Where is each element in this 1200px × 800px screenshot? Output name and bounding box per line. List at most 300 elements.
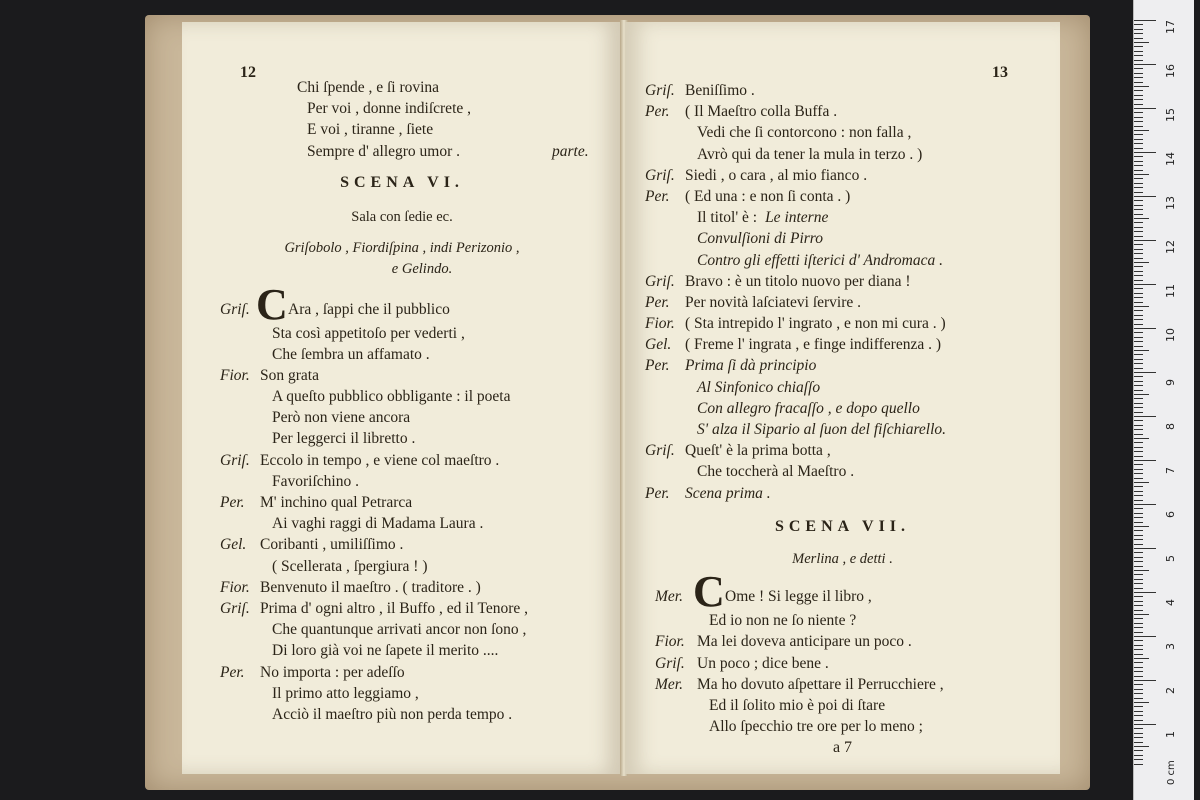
left-page xyxy=(182,22,622,774)
ruler-tick xyxy=(1134,328,1156,329)
dialogue-text xyxy=(685,271,911,292)
ruler-tick xyxy=(1134,570,1149,571)
dialogue-line xyxy=(182,450,622,471)
ruler-number: 2 xyxy=(1164,687,1177,694)
dialogue-text xyxy=(272,704,512,725)
ruler-number: 15 xyxy=(1164,108,1177,122)
ruler-tick xyxy=(1134,196,1156,197)
dialogue-text xyxy=(697,377,820,398)
dialogue-line xyxy=(182,577,622,598)
ruler-tick xyxy=(1134,117,1143,118)
ruler-tick xyxy=(1134,315,1143,316)
ruler-tick xyxy=(1134,733,1143,734)
speaker-abbrev: Griſ. xyxy=(645,166,675,184)
speaker-abbrev: Griſ. xyxy=(655,654,685,672)
verse-line: Sempre d' allegro umor . xyxy=(307,142,461,160)
ruler-tick xyxy=(1134,522,1143,523)
ruler-tick xyxy=(1134,341,1143,342)
dialogue-line xyxy=(182,619,622,640)
dialogue-line xyxy=(625,165,1060,186)
dialogue-text xyxy=(272,513,483,534)
dialogue-line xyxy=(625,228,1060,249)
dialogue-line xyxy=(625,398,1060,419)
dialogue-line xyxy=(182,662,622,683)
left-page-content xyxy=(182,77,622,725)
ruler-tick xyxy=(1134,583,1143,584)
dialogue-text xyxy=(685,80,755,101)
drop-cap: C xyxy=(693,567,725,617)
dialogue-line xyxy=(625,271,1060,292)
speaker-abbrev: Fior. xyxy=(220,578,250,596)
dialogue-text xyxy=(709,695,885,716)
ruler-tick xyxy=(1134,253,1143,254)
dialogue-text xyxy=(697,461,854,482)
dialogue-line xyxy=(625,674,1060,695)
ruler-tick xyxy=(1134,394,1149,395)
speaker-abbrev: Per. xyxy=(645,103,670,121)
dialogue-roman: Il titol' è : xyxy=(697,209,758,227)
ruler-tick xyxy=(1134,526,1149,527)
dialogue-roman: Allo ſpecchio tre ore per lo meno ; xyxy=(709,718,923,736)
speaker-abbrev: Mer. xyxy=(655,675,683,693)
dialogue-line xyxy=(182,534,622,555)
dialogue-line xyxy=(625,186,1060,207)
ruler-tick xyxy=(1134,579,1143,580)
ruler-tick xyxy=(1134,227,1143,228)
ruler-tick xyxy=(1134,460,1156,461)
ruler-tick xyxy=(1134,425,1143,426)
ruler-tick xyxy=(1134,403,1143,404)
dialogue-roman: Favoriſchino . xyxy=(272,472,359,490)
dialogue-roman: Di loro già voi ne ſapete il merito .... xyxy=(272,642,499,660)
ruler-number: 8 xyxy=(1164,423,1177,430)
dialogue-text xyxy=(272,471,359,492)
dialogue-italic: Le interne xyxy=(765,209,829,227)
dialogue-line xyxy=(625,122,1060,143)
dialogue-line xyxy=(625,483,1060,504)
ruler-tick xyxy=(1134,130,1149,131)
ruler-number: 11 xyxy=(1164,284,1177,298)
dialogue-line xyxy=(625,292,1060,313)
ruler-tick xyxy=(1134,350,1149,351)
ruler-number: 4 xyxy=(1164,599,1177,606)
ruler-tick xyxy=(1134,156,1143,157)
ruler-tick xyxy=(1134,324,1143,325)
character-list: Merlina , e detti . xyxy=(792,550,893,567)
ruler-tick xyxy=(1134,486,1143,487)
dialogue-line xyxy=(182,407,622,428)
ruler-tick xyxy=(1134,310,1143,311)
ruler-tick xyxy=(1134,236,1143,237)
right-dialogue-top xyxy=(625,80,1060,504)
dialogue-line xyxy=(625,631,1060,652)
ruler-tick xyxy=(1134,557,1143,558)
ruler-tick xyxy=(1134,456,1143,457)
dialogue-roman: Ai vaghi raggi di Madama Laura . xyxy=(272,515,484,533)
ruler-tick xyxy=(1134,746,1149,747)
dialogue-line xyxy=(625,695,1060,716)
ruler-tick xyxy=(1134,284,1156,285)
dialogue-line xyxy=(625,716,1060,737)
dialogue-text xyxy=(272,386,511,407)
ruler-unit: 0 cm xyxy=(1166,760,1177,785)
dialogue-line xyxy=(182,513,622,534)
ruler-tick xyxy=(1134,601,1143,602)
ruler-tick xyxy=(1134,82,1143,83)
ruler-tick xyxy=(1134,464,1143,465)
ruler-tick xyxy=(1134,297,1143,298)
dialogue-line xyxy=(625,80,1060,101)
dialogue-text xyxy=(685,355,816,376)
ruler-number: 12 xyxy=(1164,240,1177,254)
dialogue-roman: Per novità laſciatevi ſervire . xyxy=(685,293,862,311)
dialogue-roman: ( Sta intrepido l' ingrato , e non mi cura . ) xyxy=(685,315,946,333)
dialogue-roman: No importa : per adeſſo xyxy=(260,663,405,681)
ruler-number: 10 xyxy=(1164,328,1177,342)
dialogue-roman: Acciò il maeſtro più non perda tempo . xyxy=(272,705,513,723)
dialogue-roman: Son grata xyxy=(260,366,319,384)
ruler-tick xyxy=(1134,530,1143,531)
dialogue-roman: Che toccherà al Maeſtro . xyxy=(697,463,855,481)
dialogue-roman: Vedi che ſi contorcono : non falla , xyxy=(697,124,912,142)
ruler-tick xyxy=(1134,104,1143,105)
ruler-tick xyxy=(1134,73,1143,74)
ruler-tick xyxy=(1134,108,1156,109)
dialogue-line xyxy=(182,386,622,407)
ruler-tick xyxy=(1134,715,1143,716)
ruler-tick xyxy=(1134,689,1143,690)
dialogue-text xyxy=(260,577,481,598)
dialogue-italic: Al Sinfonico chiaſſo xyxy=(697,378,821,396)
dialogue-text xyxy=(288,299,450,320)
dialogue-line xyxy=(625,250,1060,271)
dialogue-roman: Ara , ſappi che il pubblico xyxy=(288,300,450,318)
dialogue-line xyxy=(625,461,1060,482)
dialogue-line xyxy=(625,377,1060,398)
ruler-tick xyxy=(1134,68,1143,69)
dialogue-roman: A queſto pubblico obbligante : il poeta xyxy=(272,388,511,406)
ruler-tick xyxy=(1134,720,1143,721)
ruler-tick xyxy=(1134,306,1149,307)
dialogue-line xyxy=(625,207,1060,228)
right-dialogue-bottom xyxy=(625,567,1060,737)
ruler-tick xyxy=(1134,398,1143,399)
dialogue-text xyxy=(272,640,498,661)
dialogue-line xyxy=(625,567,1060,617)
ruler-tick xyxy=(1134,667,1143,668)
ruler-tick xyxy=(1134,205,1143,206)
ruler-tick xyxy=(1134,420,1143,421)
ruler-tick xyxy=(1134,64,1156,65)
ruler-tick xyxy=(1134,192,1143,193)
ruler-tick xyxy=(1134,640,1143,641)
dialogue-text xyxy=(260,450,499,471)
ruler-tick xyxy=(1134,262,1149,263)
ruler-tick xyxy=(1134,112,1143,113)
ruler-tick xyxy=(1134,698,1143,699)
ruler-tick xyxy=(1134,231,1143,232)
character-list: e Gelindo. xyxy=(391,261,453,278)
ruler-tick xyxy=(1134,293,1143,294)
dialogue-roman: Però non viene ancora xyxy=(272,409,411,427)
dialogue-text xyxy=(697,653,829,674)
ruler-tick xyxy=(1134,654,1143,655)
ruler-tick xyxy=(1134,139,1143,140)
ruler-tick xyxy=(1134,240,1156,241)
ruler-number: 7 xyxy=(1164,467,1177,474)
ruler-tick xyxy=(1134,469,1143,470)
dialogue-roman: Beniſſimo . xyxy=(685,82,755,99)
ruler-tick xyxy=(1134,266,1143,267)
dialogue-text xyxy=(697,398,920,419)
ruler-tick xyxy=(1134,214,1143,215)
dialogue-text xyxy=(260,365,319,386)
ruler-tick xyxy=(1134,376,1143,377)
ruler-tick xyxy=(1134,755,1143,756)
ruler-tick xyxy=(1134,381,1143,382)
ruler-tick xyxy=(1134,385,1143,386)
dialogue-line xyxy=(182,640,622,661)
ruler-tick xyxy=(1134,610,1143,611)
dialogue-line xyxy=(625,610,1060,631)
ruler-tick xyxy=(1134,618,1143,619)
dialogue-italic: Scena prima . xyxy=(685,484,771,502)
ruler-tick xyxy=(1134,187,1143,188)
dialogue-roman: Che quantunque arrivati ancor non ſono , xyxy=(272,621,527,639)
ruler-tick xyxy=(1134,702,1149,703)
dialogue-line xyxy=(625,144,1060,165)
dialogue-roman: Che ſembra un affamato . xyxy=(272,345,430,363)
measuring-ruler xyxy=(1133,0,1194,800)
speaker-abbrev: Fior. xyxy=(645,315,675,333)
ruler-tick xyxy=(1134,222,1143,223)
speaker-abbrev: Per. xyxy=(645,187,670,205)
speaker-abbrev: Gel. xyxy=(645,336,672,354)
dialogue-roman: Bravo : è un titolo nuovo per diana ! xyxy=(685,272,911,290)
ruler-number: 6 xyxy=(1164,511,1177,518)
dialogue-line xyxy=(182,428,622,449)
dialogue-text xyxy=(685,483,771,504)
ruler-tick xyxy=(1134,258,1143,259)
ruler-tick xyxy=(1134,302,1143,303)
dialogue-line xyxy=(182,598,622,619)
dialogue-text xyxy=(685,334,941,355)
ruler-tick xyxy=(1134,86,1149,87)
ruler-tick xyxy=(1134,447,1143,448)
ruler-tick xyxy=(1134,200,1143,201)
ruler-tick xyxy=(1134,126,1143,127)
dialogue-text xyxy=(697,674,944,695)
ruler-tick xyxy=(1134,513,1143,514)
dialogue-text xyxy=(697,631,912,652)
ruler-tick xyxy=(1134,658,1149,659)
ruler-tick xyxy=(1134,244,1143,245)
speaker-abbrev: Per. xyxy=(220,494,245,511)
ruler-tick xyxy=(1134,680,1156,681)
dialogue-line xyxy=(625,313,1060,334)
dialogue-line xyxy=(182,323,622,344)
drop-cap: C xyxy=(256,279,288,329)
ruler-tick xyxy=(1134,390,1143,391)
dialogue-text xyxy=(272,323,465,344)
ruler-tick xyxy=(1134,412,1143,413)
ruler-tick xyxy=(1134,742,1143,743)
dialogue-text xyxy=(685,101,837,122)
ruler-tick xyxy=(1134,29,1143,30)
ruler-tick xyxy=(1134,359,1143,360)
right-page xyxy=(625,22,1060,774)
ruler-tick xyxy=(1134,42,1149,43)
dialogue-text xyxy=(685,440,831,461)
ruler-tick xyxy=(1134,288,1143,289)
dialogue-text xyxy=(709,716,923,737)
ruler-tick xyxy=(1134,706,1143,707)
ruler-tick xyxy=(1134,209,1143,210)
ruler-tick xyxy=(1134,429,1143,430)
ruler-tick xyxy=(1134,671,1143,672)
ruler-tick xyxy=(1134,24,1143,25)
ruler-tick xyxy=(1134,636,1156,637)
ruler-tick xyxy=(1134,451,1143,452)
dialogue-text xyxy=(697,122,911,143)
speaker-abbrev: Griſ. xyxy=(645,442,675,460)
speaker-abbrev: Per. xyxy=(645,293,670,311)
ruler-tick xyxy=(1134,605,1143,606)
ruler-number: 17 xyxy=(1164,20,1177,34)
dialogue-line xyxy=(182,344,622,365)
dialogue-text xyxy=(260,534,403,555)
dialogue-text xyxy=(697,144,922,165)
ruler-tick xyxy=(1134,724,1156,725)
ruler-tick xyxy=(1134,121,1143,122)
ruler-tick xyxy=(1134,38,1143,39)
ruler-tick xyxy=(1134,588,1143,589)
dialogue-line xyxy=(625,440,1060,461)
dialogue-roman: Siedi , o cara , al mio fianco . xyxy=(685,166,868,184)
dialogue-italic: S' alza il Sipario al ſuon del fiſchiarello. xyxy=(697,421,947,438)
ruler-tick xyxy=(1134,319,1143,320)
verse-line: Per voi , donne indiſcrete , xyxy=(307,100,471,118)
ruler-tick xyxy=(1134,442,1143,443)
ruler-tick xyxy=(1134,368,1143,369)
dialogue-roman: Per leggerci il libretto . xyxy=(272,430,416,448)
ruler-tick xyxy=(1134,684,1143,685)
dialogue-roman: Ed io non ne ſo niente ? xyxy=(709,612,857,630)
ruler-tick xyxy=(1134,55,1143,56)
ruler-tick xyxy=(1134,500,1143,501)
ruler-tick xyxy=(1134,517,1143,518)
ruler-tick xyxy=(1134,438,1149,439)
dialogue-roman: Ma lei doveva anticipare un poco . xyxy=(697,633,912,651)
dialogue-line xyxy=(182,365,622,386)
dialogue-text xyxy=(685,186,850,207)
ruler-tick xyxy=(1134,152,1156,153)
dialogue-roman: Coribanti , umiliſſimo . xyxy=(260,536,404,554)
character-list: Griſobolo , Fiordiſpina , indi Perizonio , xyxy=(284,240,520,257)
ruler-tick xyxy=(1134,20,1156,21)
page-number: 13 xyxy=(992,64,1008,81)
scene-setting: Sala con ſedie ec. xyxy=(351,208,453,225)
ruler-tick xyxy=(1134,134,1143,135)
dialogue-text xyxy=(725,586,872,607)
ruler-tick xyxy=(1134,491,1143,492)
dialogue-roman: Avrò qui da tener la mula in terzo . ) xyxy=(697,145,923,163)
ruler-number: 16 xyxy=(1164,64,1177,78)
ruler-tick xyxy=(1134,535,1143,536)
ruler-tick xyxy=(1134,566,1143,567)
ruler-tick xyxy=(1134,33,1143,34)
dialogue-text xyxy=(709,610,856,631)
dialogue-line xyxy=(182,471,622,492)
ruler-tick xyxy=(1134,750,1143,751)
dialogue-text xyxy=(685,313,946,334)
ruler-tick xyxy=(1134,183,1143,184)
ruler-tick xyxy=(1134,165,1143,166)
dialogue-line xyxy=(182,704,622,725)
ruler-tick xyxy=(1134,46,1143,47)
ruler-tick xyxy=(1134,645,1143,646)
ruler-tick xyxy=(1134,143,1143,144)
ruler-tick xyxy=(1134,711,1143,712)
ruler-tick xyxy=(1134,548,1156,549)
ruler-tick xyxy=(1134,337,1143,338)
ruler-tick xyxy=(1134,495,1143,496)
ruler-tick xyxy=(1134,504,1156,505)
ruler-tick xyxy=(1134,623,1143,624)
ruler-tick xyxy=(1134,407,1143,408)
ruler-tick xyxy=(1134,539,1143,540)
ruler-tick xyxy=(1134,148,1143,149)
dialogue-roman: M' inchino qual Petrarca xyxy=(260,494,413,511)
dialogue-italic: Prima ſi dà principio xyxy=(685,357,817,375)
ruler-tick xyxy=(1134,614,1149,615)
ruler-tick xyxy=(1134,77,1143,78)
ruler-number: 3 xyxy=(1164,643,1177,650)
dialogue-line xyxy=(625,355,1060,376)
dialogue-roman: ( Il Maeſtro colla Buffa . xyxy=(685,103,838,121)
dialogue-text xyxy=(272,683,419,704)
ruler-tick xyxy=(1134,174,1149,175)
ruler-tick xyxy=(1134,737,1143,738)
ruler-number: 14 xyxy=(1164,152,1177,166)
ruler-number: 13 xyxy=(1164,196,1177,210)
ruler-tick xyxy=(1134,676,1143,677)
ruler-tick xyxy=(1134,649,1143,650)
dialogue-italic: Con allegro fracaſſo , e dopo quello xyxy=(697,399,920,417)
dialogue-roman: Sta così appetitoſo per vederti , xyxy=(272,324,465,342)
scene-title: SCENA VII. xyxy=(774,517,911,535)
ruler-tick xyxy=(1134,728,1143,729)
ruler-tick xyxy=(1134,161,1143,162)
page-number: 12 xyxy=(240,64,256,81)
ruler-tick xyxy=(1134,693,1143,694)
speaker-abbrev: Griſ. xyxy=(220,599,250,617)
dialogue-text xyxy=(272,407,410,428)
ruler-tick xyxy=(1134,51,1143,52)
dialogue-roman: Un poco ; dice bene . xyxy=(697,654,829,672)
speaker-abbrev: Griſ. xyxy=(645,272,675,290)
ruler-tick xyxy=(1134,662,1143,663)
dialogue-text xyxy=(260,662,405,683)
ruler-tick xyxy=(1134,372,1156,373)
dialogue-text xyxy=(685,165,867,186)
dialogue-text xyxy=(272,619,526,640)
dialogue-roman: Ma ho dovuto aſpettare il Perrucchiere , xyxy=(697,675,944,693)
ruler-tick xyxy=(1134,170,1143,171)
dialogue-text xyxy=(685,292,861,313)
dialogue-roman: Prima d' ogni altro , il Buffo , ed il Tenore , xyxy=(260,599,529,617)
ruler-tick xyxy=(1134,592,1156,593)
